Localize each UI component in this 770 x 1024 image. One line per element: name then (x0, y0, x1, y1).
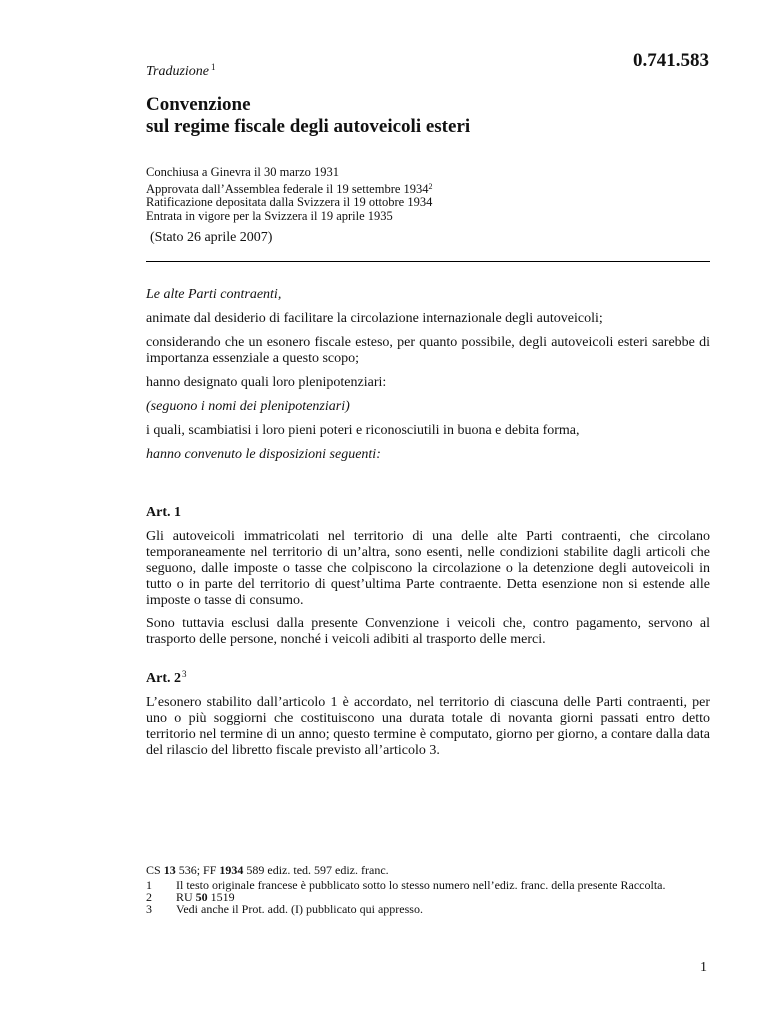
article-heading (146, 666, 710, 687)
footnote-text: Il testo originale francese è pubblicato sotto lo stesso numero nell’ediz. franc. della presente Raccolta. (176, 878, 666, 892)
preamble-paragraph: (seguono i nomi dei plenipotenziari) (146, 399, 350, 414)
preamble-paragraph: Le alte Parti contraenti, (146, 287, 282, 302)
meta-in-force: Entrata in vigore per la Svizzera il 19 aprile 1935 (146, 208, 393, 223)
article-paragraph: Gli autoveicoli immatricolati nel territorio di una delle alte Parti contraenti, che circolano temporaneamente nel territorio di un’altra, sono esenti, nelle condizioni stabilite dagli articoli che seguono, dalle imposte o tasse che colpiscono la circolazione o la detenzione degli autoveicoli in tutto o in parte del territorio di quest’ultima Parte contraente. Detta esenzione non si estende alle imposte o tasse di consumo. (146, 529, 710, 608)
preamble-paragraph: hanno convenuto le disposizioni seguenti: (146, 447, 381, 462)
footnote-ru-page: 1519 (207, 890, 235, 904)
source-ff-year: 1934 (219, 863, 244, 877)
title-line-2: sul regime fiscale degli autoveicoli esteri (146, 116, 471, 137)
footnote-source (146, 864, 710, 876)
meta-ratified: Ratificazione depositata dalla Svizzera il 19 ottobre 1934 (146, 195, 433, 209)
meta-approved (146, 180, 433, 197)
footnote-ru-volume: 50 (195, 890, 208, 904)
sr-number: 0.741.583 (633, 50, 709, 71)
article-footnote-ref: 3 (182, 669, 187, 679)
header-divider (146, 261, 710, 262)
translation-label (146, 62, 216, 80)
article-heading (146, 505, 710, 521)
status-date: (Stato 26 aprile 2007) (150, 230, 273, 245)
preamble-paragraph: considerando che un esonero fiscale esteso, per quanto possibile, degli autoveicoli esteri sarebbe di importanza essenziale a questo scopo; (146, 335, 710, 366)
footnote-3 (146, 903, 710, 915)
footnote-number: 1 (146, 878, 152, 892)
meta-concluded: Conchiusa a Ginevra il 30 marzo 1931 (146, 165, 340, 179)
footnotes (146, 864, 710, 915)
preamble-paragraph: hanno designato quali loro plenipotenziari: (146, 375, 387, 390)
footnote-ref-2: 2 (428, 181, 433, 191)
source-cs-volume: 13 (163, 863, 176, 877)
footnote-ref-1: 1 (211, 62, 216, 72)
footnote-text: Vedi anche il Prot. add. (I) pubblicato qui appresso. (176, 902, 423, 916)
preamble-paragraph: animate dal desiderio di facilitare la circolazione internazionale degli autoveicoli; (146, 311, 603, 326)
document-metadata (146, 166, 433, 223)
articles (146, 505, 710, 759)
source-cs-page: 536; FF (175, 863, 220, 877)
footnote-number: 3 (146, 902, 152, 916)
footnote-ru-prefix: RU (176, 890, 196, 904)
footnote-number: 2 (146, 890, 152, 904)
translation-text: Traduzione (146, 64, 210, 79)
source-cs-prefix: CS (146, 863, 164, 877)
article-heading-text: Art. 2 (146, 671, 181, 686)
preamble-paragraph: i quali, scambiatisi i loro pieni poteri e riconosciutili in buona e debita forma, (146, 423, 580, 438)
article-paragraph: Sono tuttavia esclusi dalla presente Convenzione i veicoli che, contro pagamento, servono al trasporto delle persone, nonché i veicoli adibiti al trasporto delle merci. (146, 616, 710, 647)
page-number: 1 (700, 960, 707, 975)
article-paragraph: L’esonero stabilito dall’articolo 1 è accordato, nel territorio di ciascuna delle Parti contraenti, per uno o più soggiorni che costituiscono una durata totale di novanta giorni passati entro detto territorio nel termine di un anno; questo termine è computato, giorno per giorno, a contare dalla data del rilascio del libretto fiscale previsto all’articolo 3. (146, 695, 710, 758)
document-title (146, 94, 470, 138)
article-heading-text: Art. 1 (146, 505, 181, 520)
title-line-1: Convenzione (146, 94, 251, 115)
preamble (146, 287, 710, 463)
meta-approved-text: Approvata dall’Assemblea federale il 19 settembre 1934 (146, 181, 429, 196)
document-body (146, 287, 710, 766)
source-ff-rest: 589 ediz. ted. 597 ediz. franc. (243, 863, 389, 877)
